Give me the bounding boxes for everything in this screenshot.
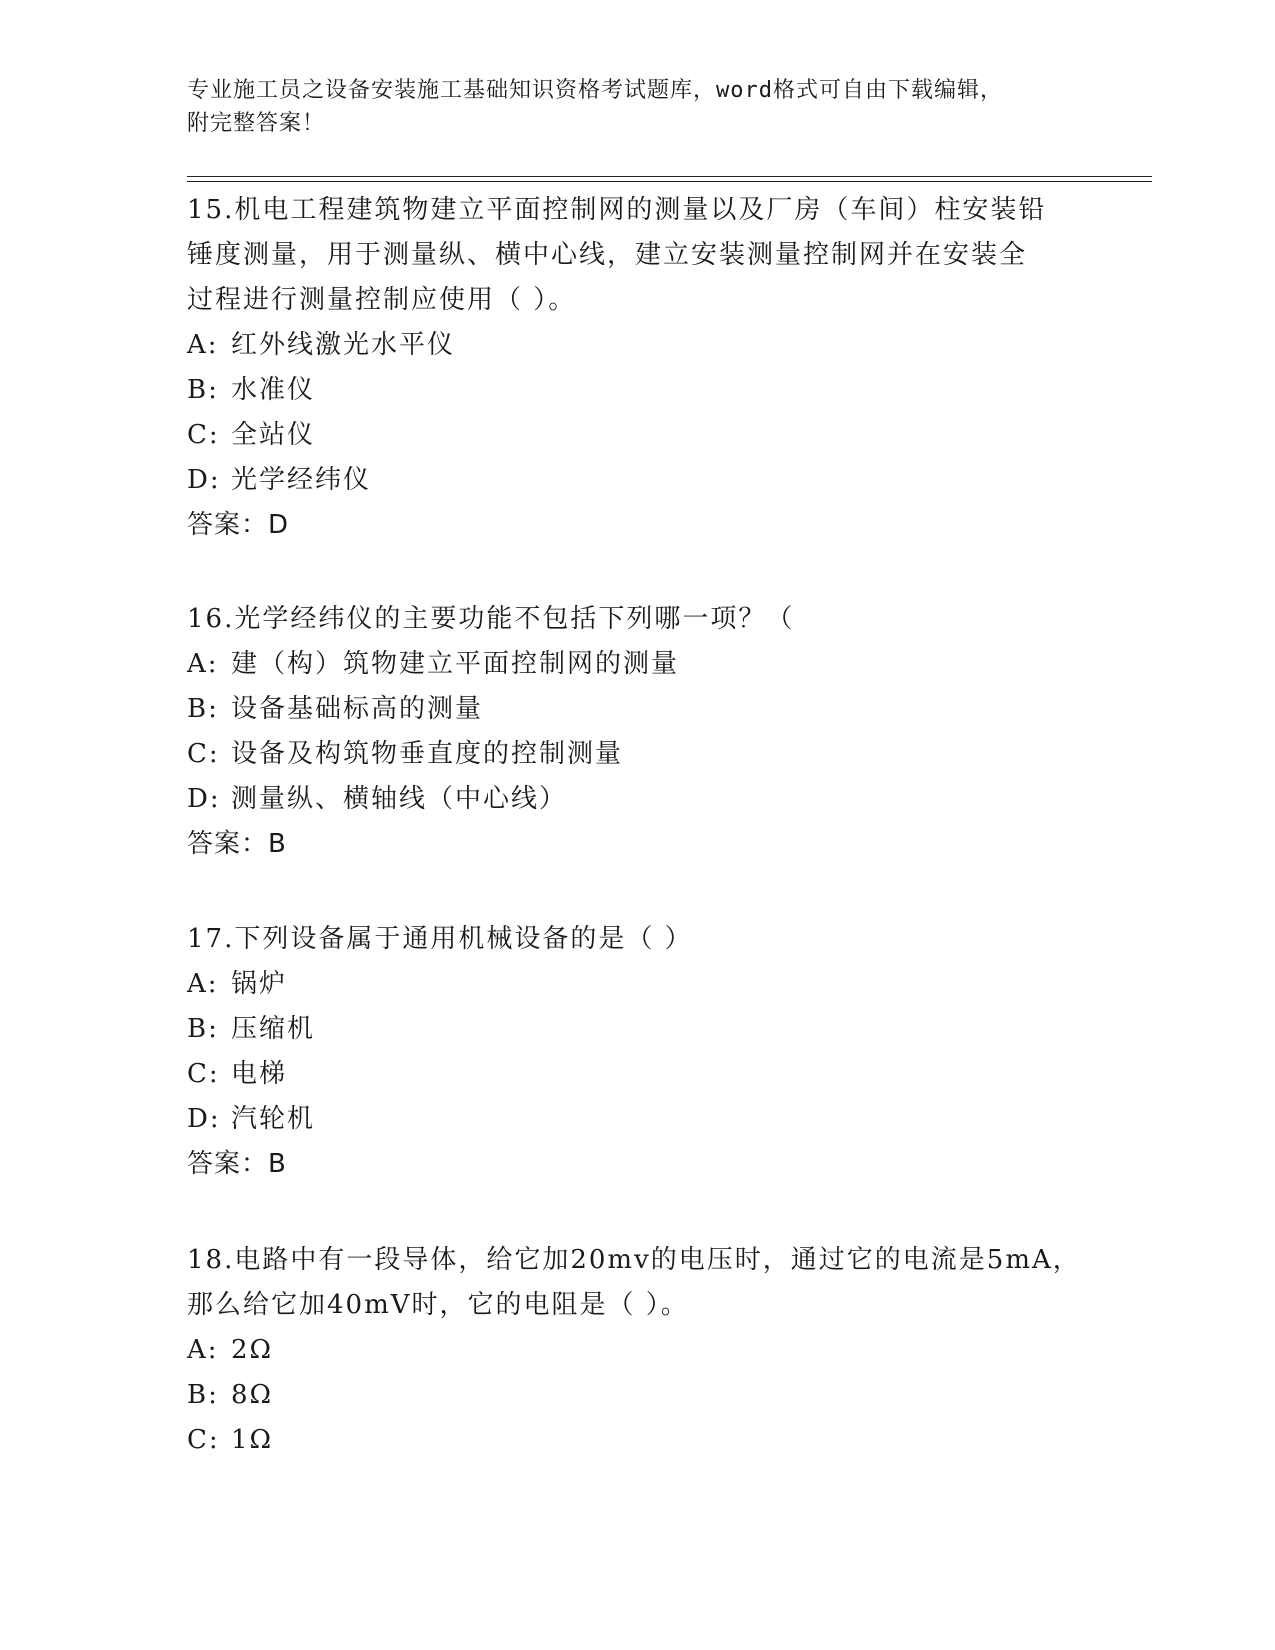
option-b [187,1007,1087,1052]
option-letter: D: [187,784,221,814]
question-15 [187,188,1087,548]
option-letter: B: [187,1014,219,1044]
option-letter: C: [187,1425,220,1455]
question-text-line: 过程进行测量控制应使用（ ）。 [187,285,577,315]
option-a [187,962,1087,1007]
header-line-2: 附完整答案！ [187,111,326,136]
question-text-line: 那么给它加40mV时，它的电阻是（ ）。 [187,1290,689,1320]
question-16 [187,597,1087,867]
option-b [187,368,1087,413]
option-letter: A: [187,969,219,999]
option-a [187,642,1087,687]
option-d [187,458,1087,503]
question-text-line: 锤度测量，用于测量纵、横中心线，建立安装测量控制网并在安装全 [187,240,1028,270]
option-text: 设备基础标高的测量 [231,694,484,724]
question-text-line: 16.光学经纬仪的主要功能不包括下列哪一项？（ [187,604,795,634]
option-text: 压缩机 [231,1014,316,1044]
option-text: 红外线激光水平仪 [231,330,456,360]
option-letter: A: [187,1335,219,1365]
option-letter: C: [187,1059,220,1089]
document-header [187,74,1067,140]
option-a [187,323,1087,368]
option-letter: C: [187,739,220,769]
option-text: 光学经纬仪 [231,465,372,495]
question-18 [187,1238,1087,1463]
option-letter: B: [187,375,219,405]
option-text: 建（构）筑物建立平面控制网的测量 [231,649,680,679]
option-text: 设备及构筑物垂直度的控制测量 [231,739,624,769]
option-text: 水准仪 [231,375,316,405]
option-letter: D: [187,465,221,495]
option-text: 2Ω [231,1335,274,1365]
option-letter: B: [187,694,219,724]
option-text: 测量纵、横轴线（中心线） [231,784,568,814]
question-text-line: 18.电路中有一段导体，给它加20mv的电压时，通过它的电流是5mA， [187,1245,1081,1275]
option-a [187,1328,1087,1373]
option-d [187,1097,1087,1142]
option-letter: A: [187,649,219,679]
header-divider-top [187,176,1152,177]
answer-text: 答案：D [187,510,290,540]
option-letter: B: [187,1380,219,1410]
option-text: 锅炉 [231,969,288,999]
option-c [187,732,1087,777]
answer-text: 答案：B [187,1149,287,1179]
header-divider-bottom [187,181,1152,182]
question-text-line: 17.下列设备属于通用机械设备的是（ ） [187,924,693,954]
option-text: 汽轮机 [231,1104,316,1134]
question-17 [187,917,1087,1187]
option-c [187,413,1087,458]
option-b [187,687,1087,732]
option-c [187,1052,1087,1097]
option-b [187,1373,1087,1418]
option-letter: A: [187,330,219,360]
option-c [187,1418,1087,1463]
option-text: 电梯 [231,1059,288,1089]
option-d [187,777,1087,822]
question-text-line: 15.机电工程建筑物建立平面控制网的测量以及厂房（车间）柱安装铅 [187,195,1047,225]
option-text: 全站仪 [231,420,316,450]
answer-text: 答案：B [187,829,287,859]
option-text: 1Ω [231,1425,274,1455]
header-line-1: 专业施工员之设备安装施工基础知识资格考试题库，word格式可自由下载编辑， [187,78,1003,103]
option-text: 8Ω [231,1380,274,1410]
option-letter: D: [187,1104,221,1134]
option-letter: C: [187,420,220,450]
